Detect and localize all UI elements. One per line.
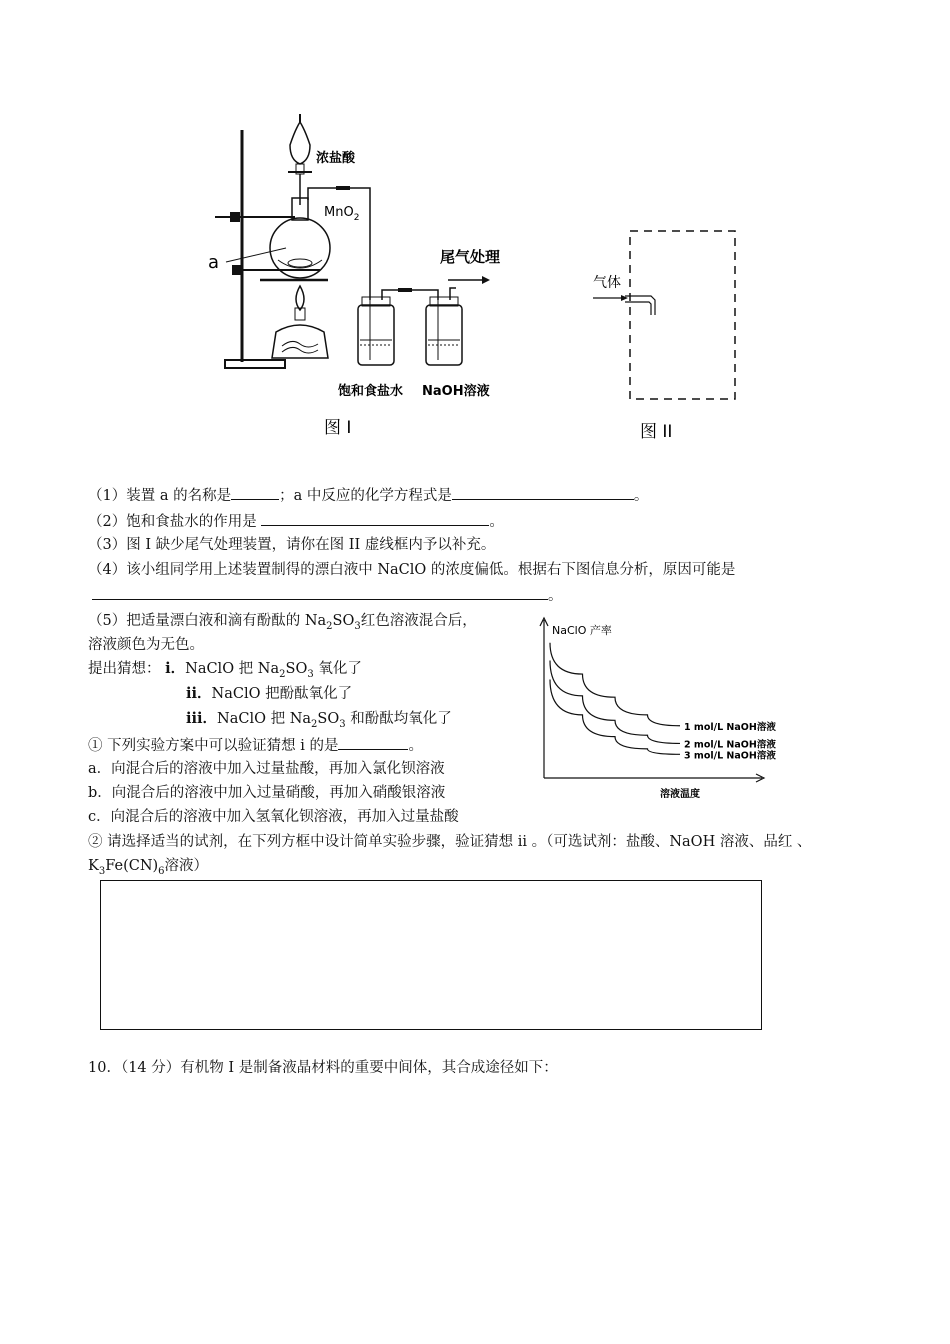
series-label-1: 1 mol/L NaOH溶液 (684, 721, 776, 733)
question-4: （4）该小组同学用上述装置制得的漂白液中 NaClO 的浓度偏低。根据右下图信息分析，原因可能是 (88, 562, 736, 578)
guess-ii: ii．NaClO 把酚酞氧化了 (186, 685, 353, 702)
blank-4[interactable] (92, 585, 548, 600)
question-5: （5）把适量漂白液和滴有酚酞的 $Na_2SO_3$红色溶液混合后， (88, 613, 477, 632)
series-label-3: 3 mol/L NaOH溶液 (684, 750, 776, 762)
question-10: 10．（14 分）有机物 I 是制备液晶材料的重要中间体，其合成途径如下： (88, 1060, 558, 1076)
blank-2[interactable] (261, 511, 489, 526)
sub-question-2-line2: $K_3Fe(CN)_6$溶液） (88, 858, 209, 877)
label-tail: 尾气处理 (440, 248, 501, 266)
answer-box[interactable] (100, 880, 762, 1030)
question-1: （1）装置 a 的名称是 ；a 中反应的化学方程式是 。 (88, 485, 648, 505)
caption-fig2: 图 II (640, 422, 673, 442)
y-axis-label: NaClO 产率 (552, 624, 612, 637)
label-brine: 饱和食盐水 (338, 384, 404, 399)
question-2: （2）饱和食盐水的作用是 。 (88, 511, 504, 531)
x-axis-label: 溶液温度 (660, 789, 700, 800)
naclo-yield-chart (530, 612, 780, 802)
question-3: （3）图 I 缺少尾气处理装置，请你在图 II 虚线框内予以补充。 (88, 537, 496, 553)
label-mno2: MnO$_2$ (324, 205, 360, 223)
label-a: a (208, 252, 220, 273)
question-5-line2: 溶液颜色为无色。 (88, 637, 204, 653)
sub-question-1: ① 下列实验方案中可以验证猜想 i 的是 。 (88, 735, 423, 755)
option-c: c．向混合后的溶液中加入氢氧化钡溶液，再加入过量盐酸 (88, 809, 459, 825)
option-b: b．向混合后的溶液中加入过量硝酸，再加入硝酸银溶液 (88, 785, 446, 801)
sub-question-2: ② 请选择适当的试剂，在下列方框中设计简单实验步骤，验证猜想 ii 。（可选试剂：盐酸、NaOH 溶液、品红 、 (88, 834, 812, 850)
label-naoh: NaOH溶液 (422, 384, 490, 399)
option-a: a．向混合后的溶液中加入过量盐酸，再加入氯化钡溶液 (88, 761, 445, 777)
caption-fig1: 图 I (324, 418, 352, 438)
guess-iii: iii．NaClO 把 $Na_2SO_3$ 和酚酞均氧化了 (186, 710, 452, 730)
series-line-3 (550, 680, 680, 755)
blank-1b[interactable] (452, 485, 634, 500)
series-label-2: 2 mol/L NaOH溶液 (684, 739, 776, 751)
figure-2-box (585, 225, 745, 445)
figure-1-apparatus (200, 100, 520, 440)
guess-i: 提出猜想： i．NaClO 把 $Na_2SO_3$ 氧化了 (88, 660, 362, 680)
blank-1a[interactable] (231, 485, 279, 500)
blank-sub1[interactable] (338, 735, 408, 750)
question-4-answer: 。 (92, 585, 563, 605)
label-hcl: 浓盐酸 (316, 151, 356, 166)
label-gas: 气体 (593, 275, 621, 291)
